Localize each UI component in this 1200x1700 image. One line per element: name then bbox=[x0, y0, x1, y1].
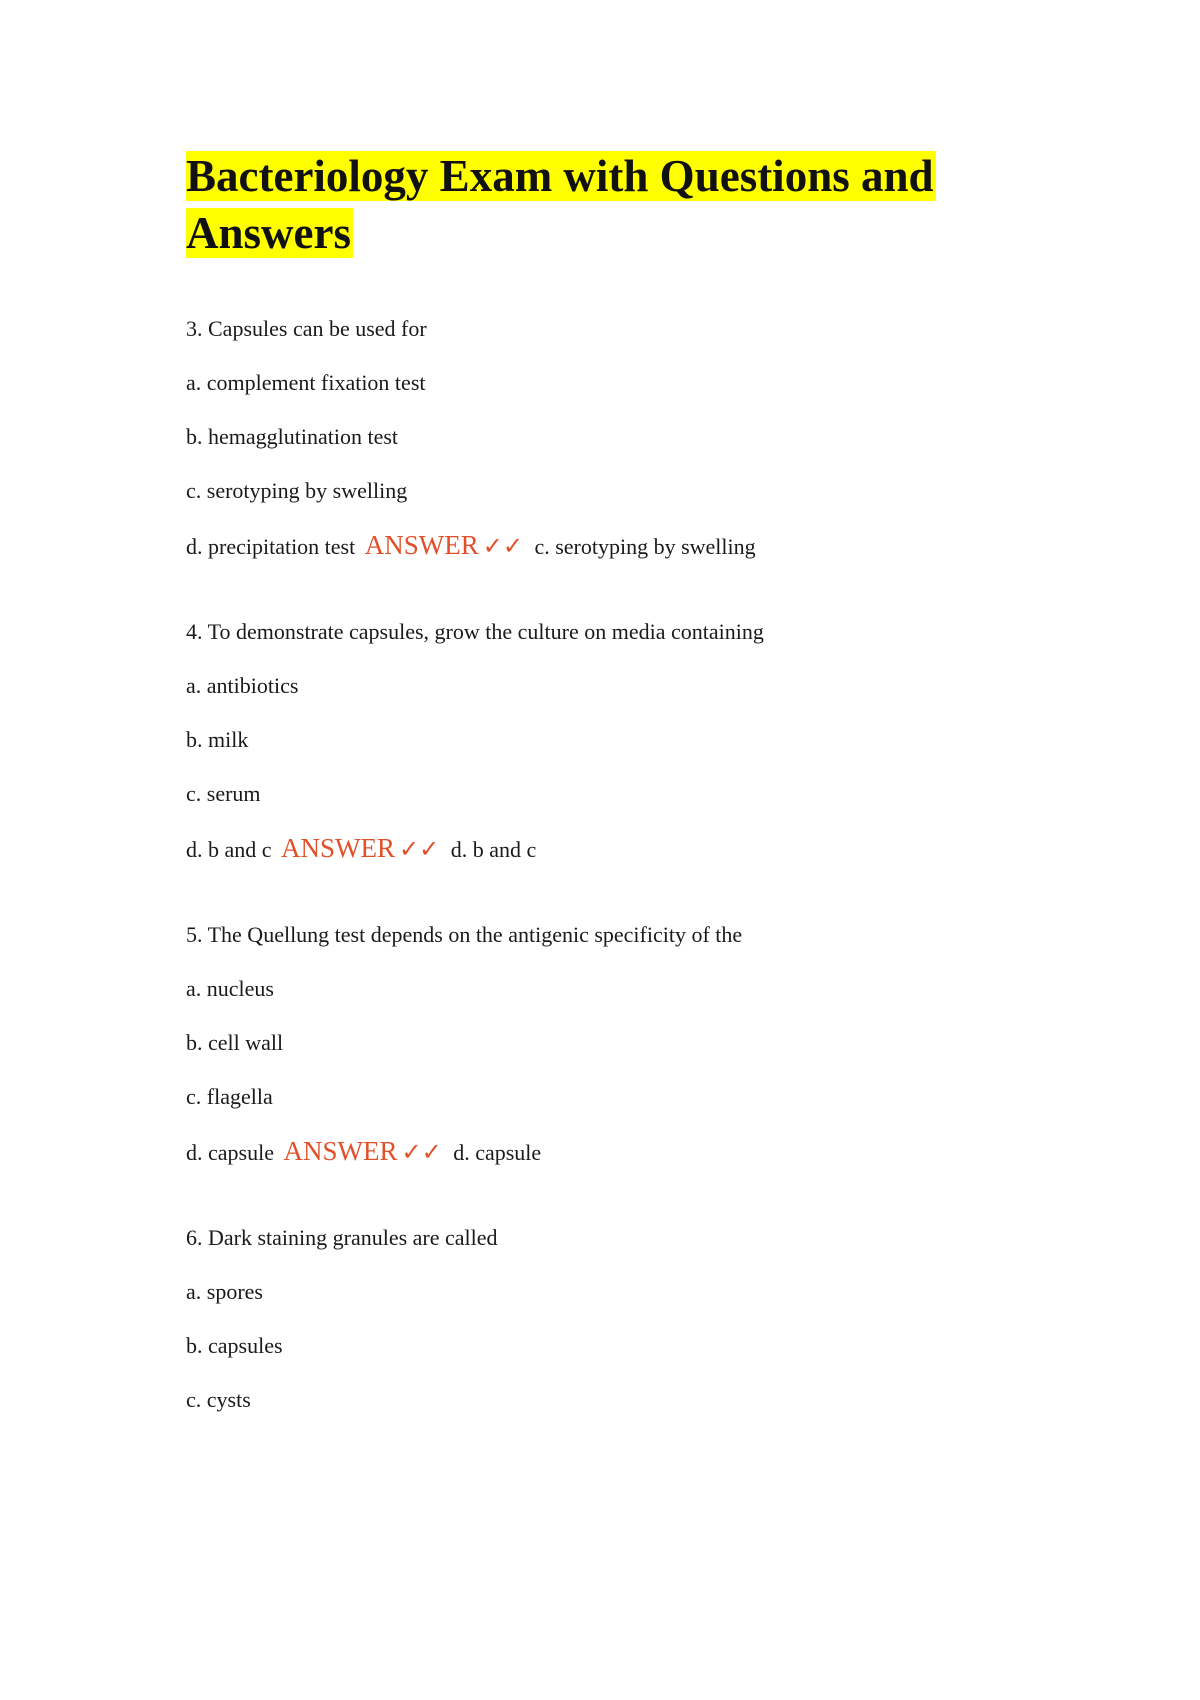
question-4 bbox=[186, 617, 1086, 863]
option-d: d. precipitation test bbox=[186, 534, 356, 559]
option-d-with-answer bbox=[186, 1136, 1086, 1166]
option-a: a. spores bbox=[186, 1279, 263, 1304]
option-a: a. antibiotics bbox=[186, 673, 299, 698]
answer-text: d. b and c bbox=[450, 837, 537, 862]
answer-text: c. serotyping by swelling bbox=[534, 534, 756, 559]
checkmark-icon: ✓✓ bbox=[401, 1140, 442, 1166]
option-d: d. b and c bbox=[186, 837, 272, 862]
question-stem: 3. Capsules can be used for bbox=[186, 316, 427, 341]
answer-label: ANSWER bbox=[364, 530, 479, 560]
answer-label: ANSWER bbox=[283, 1136, 398, 1166]
checkmark-icon: ✓✓ bbox=[482, 534, 523, 560]
option-c: c. flagella bbox=[186, 1084, 273, 1109]
option-c: c. serotyping by swelling bbox=[186, 478, 408, 503]
question-6 bbox=[186, 1223, 1086, 1415]
option-b: b. milk bbox=[186, 727, 249, 752]
question-5 bbox=[186, 920, 1086, 1166]
option-a: a. nucleus bbox=[186, 976, 274, 1001]
question-stem: 6. Dark staining granules are called bbox=[186, 1225, 498, 1250]
option-a: a. complement fixation test bbox=[186, 370, 426, 395]
question-stem: 4. To demonstrate capsules, grow the culture on media containing bbox=[186, 619, 764, 644]
document-content bbox=[186, 148, 1086, 1472]
answer-text: d. capsule bbox=[453, 1140, 542, 1165]
option-b: b. capsules bbox=[186, 1333, 283, 1358]
title-highlight: Bacteriology Exam with Questions and Answers bbox=[186, 151, 934, 258]
checkmark-icon: ✓✓ bbox=[399, 837, 440, 863]
option-b: b. cell wall bbox=[186, 1030, 284, 1055]
option-c: c. cysts bbox=[186, 1387, 251, 1412]
document-title bbox=[186, 148, 946, 262]
question-stem: 5. The Quellung test depends on the antigenic specificity of the bbox=[186, 922, 743, 947]
option-d-with-answer bbox=[186, 530, 1086, 560]
answer-label: ANSWER bbox=[281, 833, 396, 863]
option-d: d. capsule bbox=[186, 1140, 274, 1165]
option-d-with-answer bbox=[186, 833, 1086, 863]
option-c: c. serum bbox=[186, 781, 261, 806]
question-3 bbox=[186, 314, 1086, 560]
option-b: b. hemagglutination test bbox=[186, 424, 399, 449]
